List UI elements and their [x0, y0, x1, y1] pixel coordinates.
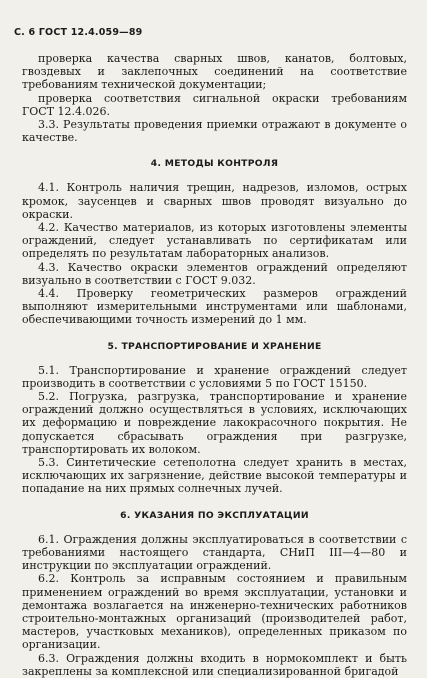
paragraph: 4.4. Проверку геометрических размеров ограждений выполняют измерительными инструментами или шаблонами, обеспечивающими точность измерений до 1 мм. [22, 287, 407, 327]
paragraph: 3.3. Результаты проведения приемки отражают в документе о качестве. [22, 118, 407, 145]
section-heading: 4. МЕТОДЫ КОНТРОЛЯ [150, 158, 279, 170]
paragraph: 6.2. Контроль за исправным состоянием и правильным применением ограждений во время эксплуатации, установки и демонтажа возлагается на инженерно-технических работников строительно-монтажных организаций (производителей работ, мастеров, участковых механиков), определенных приказом по организации. [22, 572, 407, 652]
paragraph: 5.1. Транспортирование и хранение ограждений следует производить в соответствии с условиями 5 по ГОСТ 15150. [22, 363, 407, 390]
paragraph: 4.1. Контроль наличия трещин, надрезов, изломов, острых кромок, заусенцев и сварных швов проводят визуально до окраски. [22, 181, 407, 221]
paragraph: проверка качества сварных швов, канатов, болтовых, гвоздевых и заклепочных соединений на соответствие требованиям технической документации; [22, 52, 407, 92]
page-header: С. 6 ГОСТ 12.4.059—89 [14, 27, 143, 38]
section-heading: 6. УКАЗАНИЯ ПО ЭКСПЛУАТАЦИИ [120, 509, 309, 521]
document-body [22, 52, 407, 678]
paragraph: 4.3. Качество окраски элементов ограждений определяют визуально в соответствии с ГОСТ 9.032. [22, 260, 407, 287]
paragraph: 4.2. Качество материалов, из которых изготовлены элементы ограждений, следует устанавливать по сертификатам или определять по результатам лабораторных анализов. [22, 221, 407, 261]
paragraph: 5.2. Погрузка, разгрузка, транспортирование и хранение ограждений должно осуществляться в условиях, исключающих их деформацию и повреждение лакокрасочного покрытия. Не допускается сбрасывать ограждения при разгрузке, транспортировать их волоком. [22, 390, 407, 456]
paragraph: 6.1. Ограждения должны эксплуатироваться в соответствии с требованиями настоящего стандарта, СНиП III—4—80 и инструкции по эксплуатации ограждений. [22, 532, 407, 573]
paragraph: проверка соответствия сигнальной окраски требованиям ГОСТ 12.4.026. [22, 91, 407, 118]
section-heading: 5. ТРАНСПОРТИРОВАНИЕ И ХРАНЕНИЕ [107, 340, 322, 352]
paragraph: 5.3. Синтетические сетеполотна следует хранить в местах, исключающих их загрязнение, действие высокой температуры и попадание на них прямых солнечных лучей. [22, 456, 407, 496]
paragraph: 6.3. Ограждения должны входить в нормокомплект и быть закреплены за комплексной или специализированной бригадой [22, 651, 407, 678]
